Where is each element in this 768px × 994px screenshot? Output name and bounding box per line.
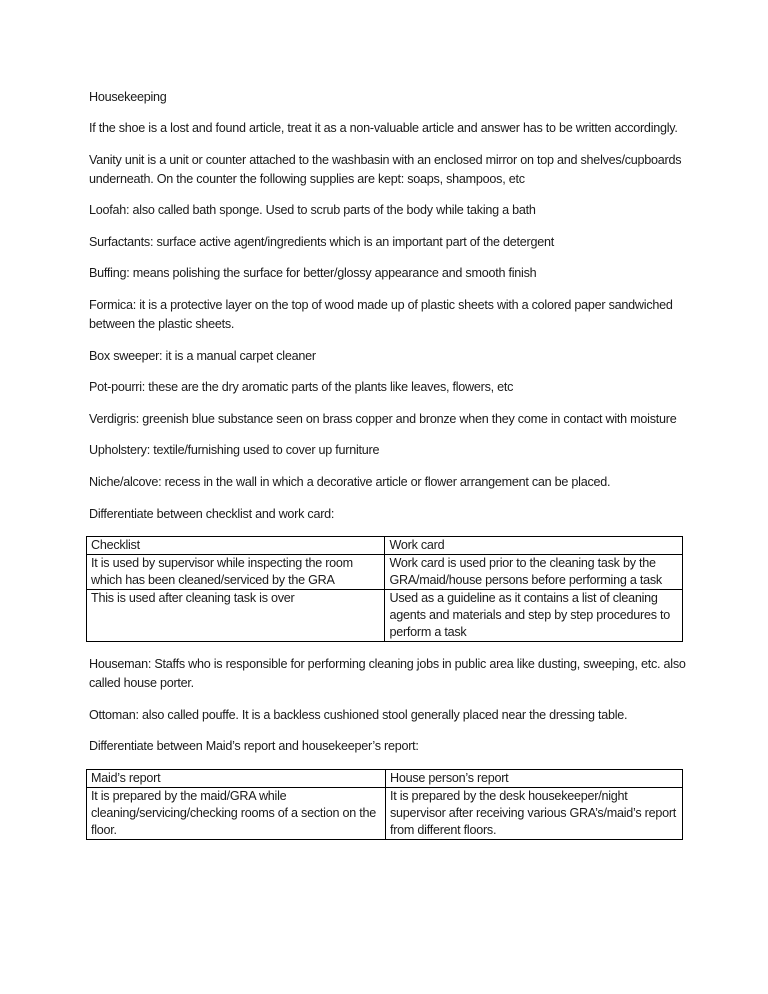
table-row <box>87 555 683 590</box>
paragraph-ottoman: Ottoman: also called pouffe. It is a backless cushioned stool generally placed near the dressing table. <box>89 707 628 722</box>
paragraph-houseman: Houseman: Staffs who is responsible for performing cleaning jobs in public area like dusting, sweeping, etc. also called house porter. <box>89 657 686 691</box>
document-page <box>89 88 689 840</box>
paragraph-niche-alcove: Niche/alcove: recess in the wall in which a decorative article or flower arrangement can be placed. <box>89 474 611 489</box>
table-header-cell: Work card <box>385 537 683 555</box>
paragraph-vanity-unit: Vanity unit is a unit or counter attached to the washbasin with an enclosed mirror on top and shelves/cupboards underneath. On the counter the following supplies are kept: soaps, shampoos, etc <box>89 152 682 186</box>
table-row <box>87 787 683 839</box>
table-row <box>87 590 683 642</box>
paragraph-loofah: Loofah: also called bath sponge. Used to scrub parts of the body while taking a bath <box>89 203 536 218</box>
table-cell: This is used after cleaning task is over <box>87 590 385 642</box>
table-header-cell: House person’s report <box>385 769 682 787</box>
table-header-cell: Checklist <box>87 537 385 555</box>
table-header-row <box>87 769 683 787</box>
paragraph-formica: Formica: it is a protective layer on the top of wood made up of plastic sheets with a colored paper sandwiched between the plastic sheets. <box>89 297 673 331</box>
paragraph-pot-pourri: Pot-pourri: these are the dry aromatic parts of the plants like leaves, flowers, etc <box>89 380 514 395</box>
table-header-cell: Maid’s report <box>87 769 386 787</box>
paragraph-differentiate-reports: Differentiate between Maid’s report and housekeeper’s report: <box>89 739 419 754</box>
document-heading: Housekeeping <box>89 90 167 104</box>
table-cell: It is prepared by the desk housekeeper/night supervisor after receiving various GRA’s/maid’s report from different floors. <box>385 787 682 839</box>
table-cell: Work card is used prior to the cleaning task by the GRA/maid/house persons before performing a task <box>385 555 683 590</box>
paragraph-surfactants: Surfactants: surface active agent/ingredients which is an important part of the detergent <box>89 234 554 249</box>
paragraph-lost-and-found: If the shoe is a lost and found article, treat it as a non-valuable article and answer has to be written accordingly. <box>89 121 678 135</box>
paragraph-differentiate-checklist: Differentiate between checklist and work card: <box>89 506 335 521</box>
spacer <box>89 642 689 655</box>
table-cell: It is used by supervisor while inspecting the room which has been cleaned/serviced by the GRA <box>87 555 385 590</box>
maid-houseperson-report-table <box>86 769 683 840</box>
table-header-row <box>87 537 683 555</box>
checklist-workcard-table <box>86 536 683 642</box>
table-cell: Used as a guideline as it contains a list of cleaning agents and materials and step by step procedures to perform a task <box>385 590 683 642</box>
paragraph-upholstery: Upholstery: textile/furnishing used to cover up furniture <box>89 443 380 458</box>
paragraph-verdigris: Verdigris: greenish blue substance seen on brass copper and bronze when they come in contact with moisture <box>89 411 677 426</box>
paragraph-box-sweeper: Box sweeper: it is a manual carpet cleaner <box>89 348 316 363</box>
paragraph-buffing: Buffing: means polishing the surface for better/glossy appearance and smooth finish <box>89 266 537 281</box>
table-cell: It is prepared by the maid/GRA while cleaning/servicing/checking rooms of a section on the floor. <box>87 787 386 839</box>
